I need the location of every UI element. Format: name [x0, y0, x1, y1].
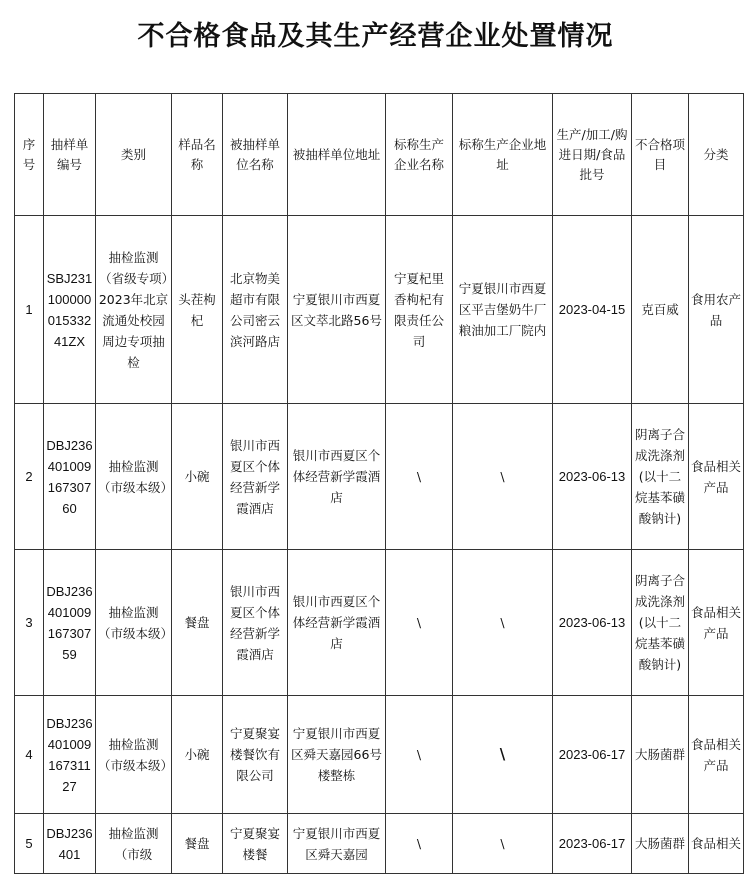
- cell-maker-address: 宁夏银川市西夏区平吉堡奶牛厂粮油加工厂院内: [453, 216, 553, 404]
- header-cell: 序号: [15, 94, 44, 216]
- cell-maker: \: [386, 814, 453, 874]
- cell-maker-address: \: [453, 696, 553, 814]
- cell-maker: 宁夏杞里香枸杞有限责任公司: [386, 216, 453, 404]
- cell-maker-address: \: [453, 404, 553, 550]
- cell-address: 宁夏银川市西夏区舜天嘉园66号楼整栋: [288, 696, 386, 814]
- cell-class: 食用农产品: [689, 216, 744, 404]
- page-title: 不合格食品及其生产经营企业处置情况: [137, 21, 614, 52]
- cell-class: 食品相关产品: [689, 696, 744, 814]
- table-row: [15, 696, 744, 814]
- cell-sample: 小碗: [172, 404, 223, 550]
- cell-address: 银川市西夏区个体经营新学霞酒店: [288, 550, 386, 696]
- cell-unit: 北京物美超市有限公司密云滨河路店: [223, 216, 288, 404]
- cell-no: 2: [15, 404, 44, 550]
- cell-item: 阴离子合成洗涤剂(以十二烷基苯磺酸钠计): [632, 550, 689, 696]
- cell-item: 克百威: [632, 216, 689, 404]
- cell-sample: 餐盘: [172, 814, 223, 874]
- cell-unit: 宁夏聚宴楼餐: [223, 814, 288, 874]
- cell-no: 3: [15, 550, 44, 696]
- cell-category: 抽检监测（市级: [96, 814, 172, 874]
- cell-date: 2023-06-13: [553, 404, 632, 550]
- header-cell: 样品名称: [172, 94, 223, 216]
- cell-date: 2023-04-15: [553, 216, 632, 404]
- cell-date: 2023-06-17: [553, 814, 632, 874]
- cell-category: 抽检监测（省级专项）2023年北京流通处校园周边专项抽检: [96, 216, 172, 404]
- cell-category: 抽检监测（市级本级）: [96, 550, 172, 696]
- cell-category: 抽检监测（市级本级）: [96, 696, 172, 814]
- cell-class: 食品相关产品: [689, 404, 744, 550]
- cell-unit: 宁夏聚宴楼餐饮有限公司: [223, 696, 288, 814]
- cell-no: 5: [15, 814, 44, 874]
- cell-unit: 银川市西夏区个体经营新学霞酒店: [223, 550, 288, 696]
- cell-item: 阴离子合成洗涤剂(以十二烷基苯磺酸钠计): [632, 404, 689, 550]
- cell-maker-address: \: [453, 550, 553, 696]
- header-cell: 不合格项目: [632, 94, 689, 216]
- cell-date: 2023-06-17: [553, 696, 632, 814]
- cell-sample: 小碗: [172, 696, 223, 814]
- cell-class: 食品相关: [689, 814, 744, 874]
- table-row: [15, 550, 744, 696]
- header-cell: 被抽样单位名称: [223, 94, 288, 216]
- cell-address: 宁夏银川市西夏区舜天嘉园: [288, 814, 386, 874]
- cell-unit: 银川市西夏区个体经营新学霞酒店: [223, 404, 288, 550]
- cell-address: 银川市西夏区个体经营新学霞酒店: [288, 404, 386, 550]
- cell-code: SBJ23110000001533241ZX: [44, 216, 96, 404]
- cell-sample: 头茬枸杞: [172, 216, 223, 404]
- table-row: [15, 404, 744, 550]
- cell-code: DBJ236401: [44, 814, 96, 874]
- cell-item: 大肠菌群: [632, 696, 689, 814]
- cell-address: 宁夏银川市西夏区文萃北路56号: [288, 216, 386, 404]
- header-cell: 抽样单编号: [44, 94, 96, 216]
- table-row: [15, 216, 744, 404]
- cell-maker: \: [386, 550, 453, 696]
- disposal-table: [14, 93, 744, 874]
- cell-no: 4: [15, 696, 44, 814]
- cell-code: DBJ23640100916731127: [44, 696, 96, 814]
- cell-category: 抽检监测（市级本级）: [96, 404, 172, 550]
- header-cell: 分类: [689, 94, 744, 216]
- cell-code: DBJ23640100916730760: [44, 404, 96, 550]
- cell-maker-address: \: [453, 814, 553, 874]
- cell-item: 大肠菌群: [632, 814, 689, 874]
- header-cell: 被抽样单位地址: [288, 94, 386, 216]
- header-row: [15, 94, 744, 216]
- header-cell: 标称生产企业名称: [386, 94, 453, 216]
- cell-no: 1: [15, 216, 44, 404]
- header-cell: 生产/加工/购进日期/食品批号: [553, 94, 632, 216]
- cell-sample: 餐盘: [172, 550, 223, 696]
- cell-maker: \: [386, 404, 453, 550]
- cell-date: 2023-06-13: [553, 550, 632, 696]
- header-cell: 类别: [96, 94, 172, 216]
- cell-class: 食品相关产品: [689, 550, 744, 696]
- header-cell: 标称生产企业地址: [453, 94, 553, 216]
- cell-code: DBJ23640100916730759: [44, 550, 96, 696]
- cell-maker: \: [386, 696, 453, 814]
